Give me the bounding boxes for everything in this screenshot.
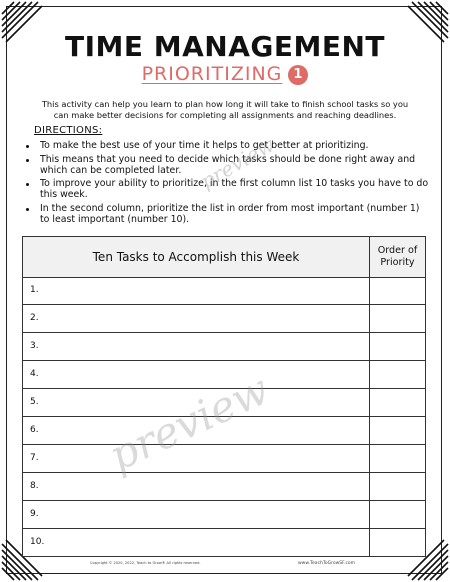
priority-entry-field[interactable] bbox=[369, 333, 425, 360]
directions-list bbox=[22, 141, 430, 229]
preview-watermark: preview bbox=[196, 132, 279, 194]
task-entry-field[interactable] bbox=[47, 445, 369, 472]
table-row bbox=[23, 445, 425, 473]
priority-entry-field[interactable] bbox=[369, 389, 425, 416]
priority-entry-field[interactable] bbox=[369, 445, 425, 472]
row-number: 8. bbox=[30, 481, 39, 491]
preview-watermark: preview bbox=[101, 364, 277, 481]
task-entry-field[interactable] bbox=[47, 361, 369, 388]
direction-text: This means that you need to decide which tasks should be done right away and which can be completed later. bbox=[40, 153, 416, 176]
bullet-icon bbox=[26, 183, 29, 186]
direction-item bbox=[22, 179, 430, 201]
priority-entry-field[interactable] bbox=[369, 529, 425, 556]
task-entry-field[interactable] bbox=[47, 305, 369, 332]
priority-header-line1: Order of bbox=[377, 245, 418, 256]
task-entry-field[interactable] bbox=[47, 389, 369, 416]
priority-header-line2: Priority bbox=[380, 257, 415, 268]
page-title: TIME MANAGEMENT bbox=[64, 30, 386, 63]
row-number: 3. bbox=[30, 341, 39, 351]
priority-entry-field[interactable] bbox=[369, 501, 425, 528]
row-number: 6. bbox=[30, 425, 39, 435]
table-row bbox=[23, 305, 425, 333]
priority-entry-field[interactable] bbox=[369, 417, 425, 444]
table-row bbox=[23, 277, 425, 305]
table-row bbox=[23, 501, 425, 529]
bullet-icon bbox=[26, 159, 29, 162]
direction-text: In the second column, prioritize the list in order from most important (number 1) to least important (number 10). bbox=[40, 202, 420, 225]
page-subtitle: PRIORITIZING bbox=[141, 63, 283, 85]
row-number: 1. bbox=[30, 285, 39, 295]
task-entry-field[interactable] bbox=[47, 529, 369, 556]
row-number: 4. bbox=[30, 369, 39, 379]
task-entry-field[interactable] bbox=[47, 333, 369, 360]
priority-entry-field[interactable] bbox=[369, 473, 425, 500]
subtitle-row bbox=[0, 63, 450, 85]
intro-text: This activity can help you learn to plan how long it will take to finish school tasks so you can make better decisions for completing all assignments and reaching deadlines. bbox=[41, 99, 409, 120]
task-entry-field[interactable] bbox=[47, 473, 369, 500]
tasks-table bbox=[22, 236, 426, 557]
direction-item bbox=[22, 204, 430, 226]
bullet-icon bbox=[26, 145, 29, 148]
table-row bbox=[23, 333, 425, 361]
row-number: 5. bbox=[30, 397, 39, 407]
task-entry-field[interactable] bbox=[47, 501, 369, 528]
table-row bbox=[23, 389, 425, 417]
row-number: 10. bbox=[30, 537, 45, 547]
row-number: 2. bbox=[30, 313, 39, 323]
bullet-icon bbox=[26, 208, 29, 211]
priority-entry-field[interactable] bbox=[369, 361, 425, 388]
table-row bbox=[23, 529, 425, 557]
table-row bbox=[23, 473, 425, 501]
footer-copyright: Copyright © 2020, 2022, Teach to Grow® All rights reserved. bbox=[90, 561, 201, 565]
direction-item bbox=[22, 155, 430, 177]
table-row bbox=[23, 361, 425, 389]
table-header-row bbox=[23, 237, 425, 278]
footer-website: www.TeachToGrowSF.com bbox=[298, 561, 356, 566]
task-entry-field[interactable] bbox=[47, 417, 369, 444]
direction-text: To improve your ability to prioritize, in the first column list 10 tasks you have to do this week. bbox=[40, 178, 429, 201]
priority-entry-field[interactable] bbox=[369, 277, 425, 304]
direction-item bbox=[22, 141, 430, 152]
directions-label: DIRECTIONS: bbox=[34, 125, 103, 136]
row-number: 7. bbox=[30, 453, 39, 463]
row-number: 9. bbox=[30, 509, 39, 519]
priority-entry-field[interactable] bbox=[369, 305, 425, 332]
section-number-badge: 1 bbox=[288, 65, 308, 85]
direction-text: To make the best use of your time it helps to get better at prioritizing. bbox=[40, 140, 369, 151]
table-row bbox=[23, 417, 425, 445]
task-entry-field[interactable] bbox=[47, 277, 369, 304]
priority-column-header bbox=[369, 237, 425, 277]
task-column-header: Ten Tasks to Accomplish this Week bbox=[92, 250, 300, 264]
